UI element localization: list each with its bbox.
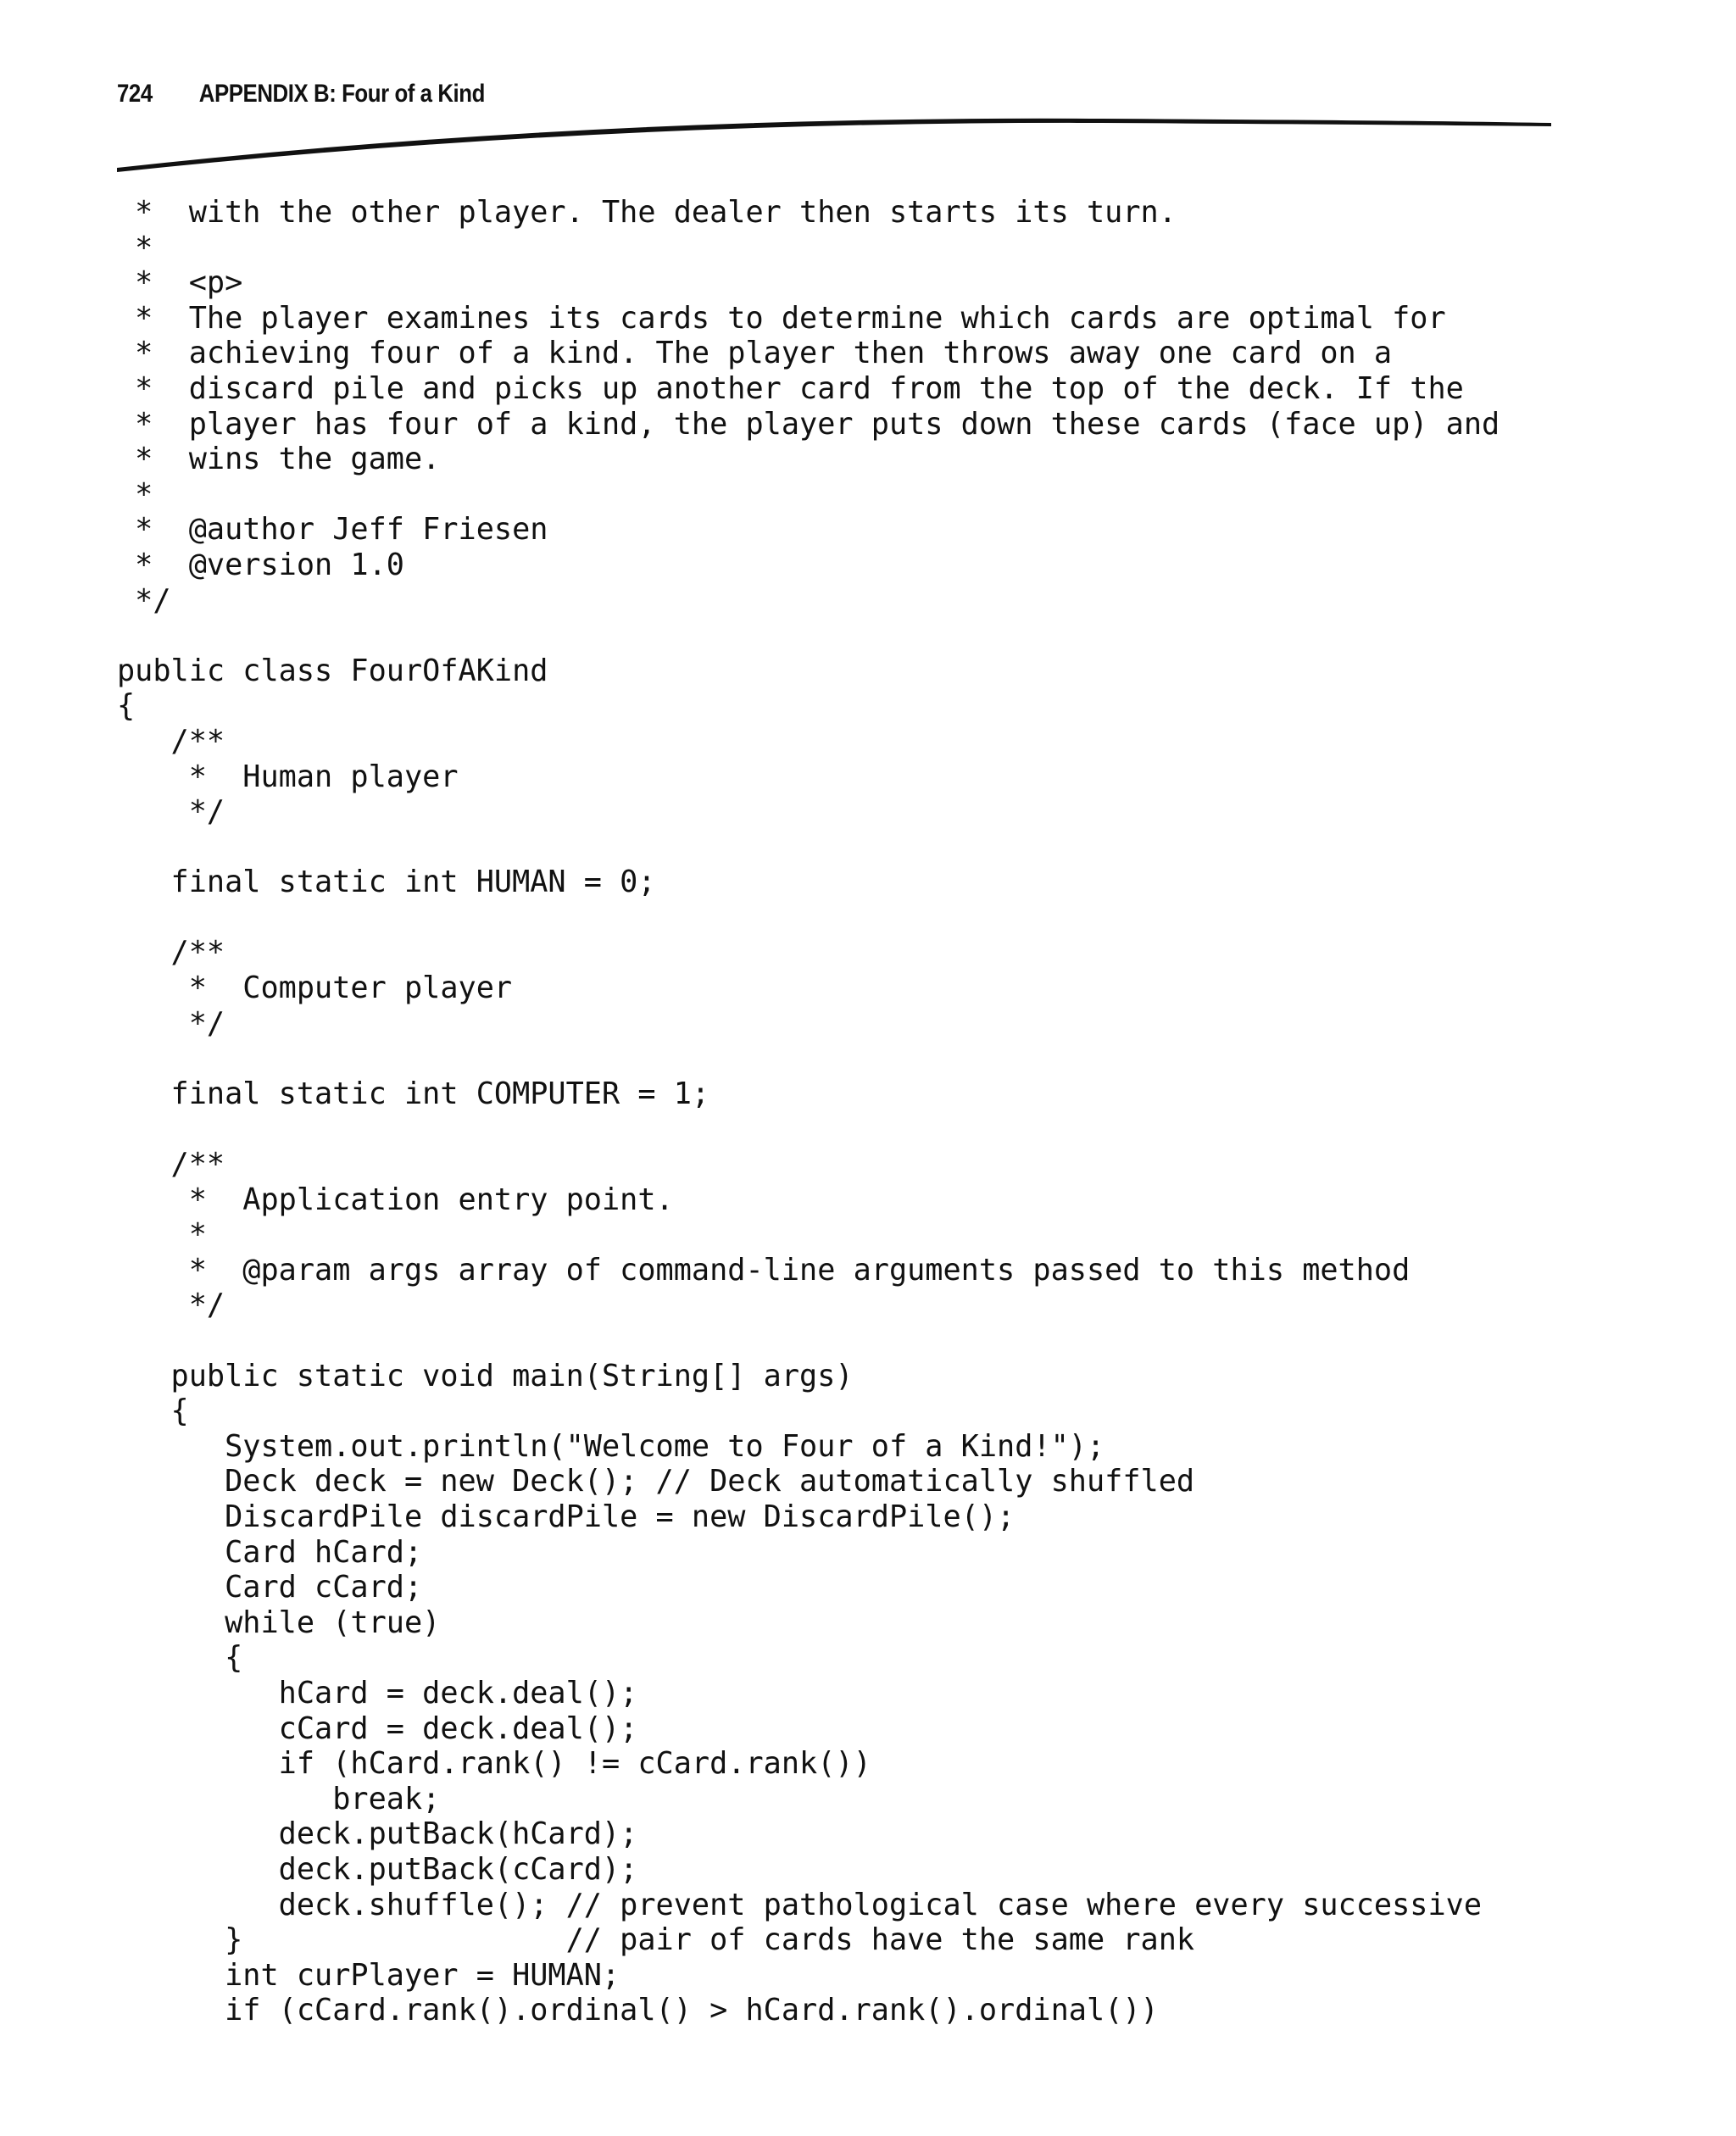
code-line: /** — [117, 723, 225, 759]
code-line — [117, 830, 1500, 865]
code-line: Card hCard; — [117, 1534, 423, 1570]
code-line: deck.putBack(cCard); — [117, 1851, 638, 1887]
code-line: final static int COMPUTER = 1; — [117, 1076, 710, 1111]
code-line — [117, 1041, 1500, 1076]
code-line — [117, 1111, 1500, 1147]
code-line: */ — [117, 582, 171, 618]
code-line: deck.putBack(hCard); — [117, 1816, 638, 1852]
code-line: while (true) — [117, 1605, 441, 1640]
code-line — [117, 618, 1500, 654]
code-line: * @param args array of command-line arguments passed to this method — [117, 1252, 1410, 1288]
code-line: Card cCard; — [117, 1570, 423, 1605]
code-line: cCard = deck.deal(); — [117, 1710, 638, 1746]
code-line: } // pair of cards have the same rank — [117, 1922, 1195, 1958]
code-line: * wins the game. — [117, 442, 441, 477]
code-line: public class FourOfAKind — [117, 653, 548, 688]
code-line: */ — [117, 1005, 225, 1041]
code-line: * Computer player — [117, 971, 513, 1006]
code-line: * Application entry point. — [117, 1182, 674, 1217]
code-line: { — [117, 1393, 189, 1429]
code-line: * — [117, 1217, 207, 1253]
code-line — [117, 900, 1500, 936]
code-line: { — [117, 1640, 243, 1676]
code-line: * <p> — [117, 265, 243, 301]
code-line: { — [117, 688, 136, 724]
code-line: * with the other player. The dealer then starts its turn. — [117, 195, 1177, 230]
running-header — [117, 80, 485, 114]
code-line: hCard = deck.deal(); — [117, 1675, 638, 1710]
code-line: /** — [117, 935, 225, 971]
code-line: * — [117, 476, 153, 512]
code-line: public static void main(String[] args) — [117, 1358, 854, 1393]
code-line: Deck deck = new Deck(); // Deck automatically shuffled — [117, 1464, 1195, 1499]
code-line: * achieving four of a kind. The player then throws away one card on a — [117, 336, 1393, 371]
code-line: * Human player — [117, 759, 459, 794]
code-line: */ — [117, 794, 225, 830]
page-number: 724 — [117, 80, 153, 108]
code-line: /** — [117, 1147, 225, 1182]
code-line — [117, 1323, 1500, 1359]
code-line: * player has four of a kind, the player puts down these cards (face up) and — [117, 406, 1500, 442]
code-line: * discard pile and picks up another card from the top of the deck. If the — [117, 370, 1464, 406]
running-title: APPENDIX B: Four of a Kind — [198, 80, 485, 108]
code-line: DiscardPile discardPile = new DiscardPile(); — [117, 1499, 1015, 1534]
code-line: * @version 1.0 — [117, 547, 404, 582]
code-line: if (hCard.rank() != cCard.rank()) — [117, 1746, 871, 1782]
code-line: break; — [117, 1781, 441, 1816]
code-line: final static int HUMAN = 0; — [117, 865, 656, 900]
code-line: */ — [117, 1288, 225, 1323]
code-listing — [117, 195, 1500, 2028]
code-line: if (cCard.rank().ordinal() > hCard.rank().ordinal()) — [117, 1993, 1159, 2028]
code-line: * @author Jeff Friesen — [117, 512, 548, 548]
code-line: deck.shuffle(); // prevent pathological case where every successive — [117, 1887, 1483, 1922]
code-line: * The player examines its cards to determine which cards are optimal for — [117, 300, 1446, 336]
code-line: * — [117, 230, 153, 265]
code-line: int curPlayer = HUMAN; — [117, 1957, 620, 1993]
code-line: System.out.println("Welcome to Four of a Kind!"); — [117, 1428, 1105, 1464]
